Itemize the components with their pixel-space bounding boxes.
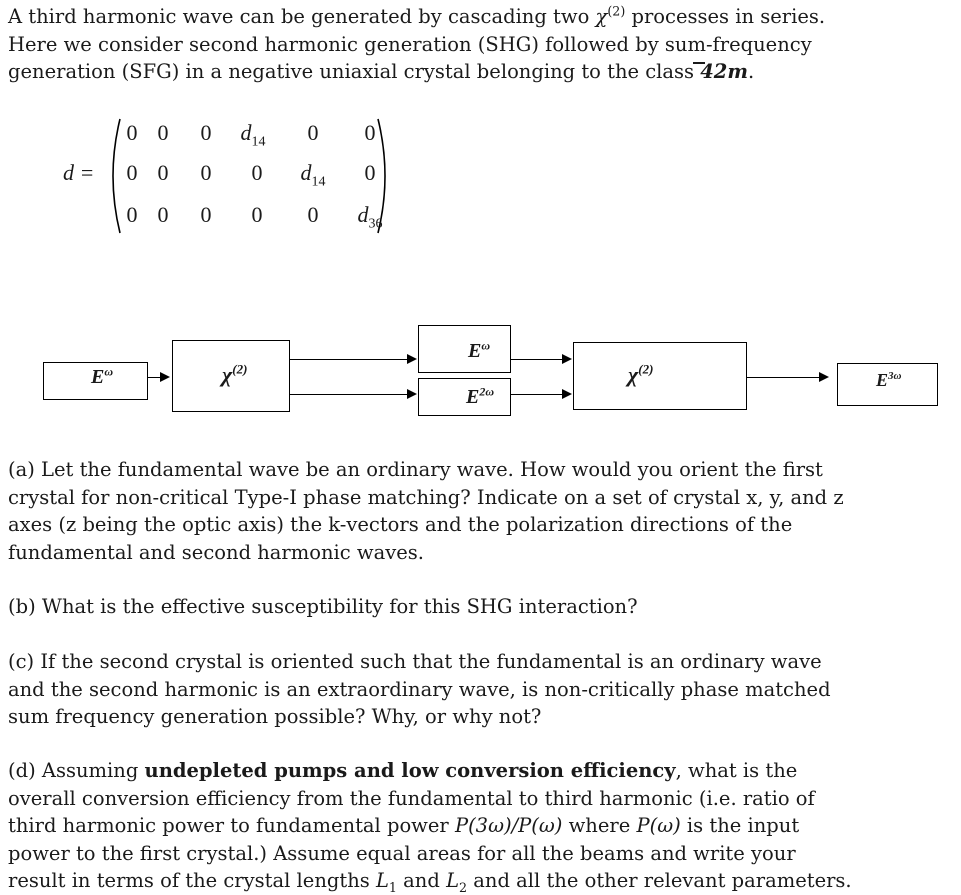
matrix-cell: 0 xyxy=(157,120,169,145)
matrix-cell: 0 xyxy=(364,160,376,185)
question-d-line-1: (d) Assuming undepleted pumps and low conversion efficiency, what is the xyxy=(8,759,798,782)
fundamental-field-label: $E^\omega$ xyxy=(468,338,491,362)
question-d xyxy=(8,757,852,895)
question-d-line-5: result in terms of the crystal lengths $L_1$ and $L_2$ and all the other relevant parameters. xyxy=(8,869,852,895)
question-b xyxy=(8,593,638,621)
chi2-crystal-1-label: $\chi^{(2)}$ xyxy=(222,361,248,387)
matrix-cell: 0 xyxy=(251,160,263,185)
question-c-line-2: and the second harmonic is an extraordinary wave, is non-critically phase matched xyxy=(8,677,831,701)
second-harmonic-field-label: $E^{2\omega}$ xyxy=(466,384,495,408)
chi-symbol: χ xyxy=(595,5,608,28)
question-d-line-4: power to the first crystal.) Assume equal areas for all the beams and write your xyxy=(8,841,796,865)
question-a-line-3: axes (z being the optic axis) the k-vectors and the polarization directions of the xyxy=(8,513,793,536)
input-field-label: $E^\omega$ xyxy=(91,364,114,388)
matrix-cell: 0 xyxy=(157,202,169,227)
arrow-chi1-to-ew xyxy=(290,359,415,360)
matrix-label: d = xyxy=(63,160,95,185)
question-c-line-3: sum frequency generation possible? Why, or why not? xyxy=(8,705,542,728)
crystal-class: 42m xyxy=(700,60,749,83)
matrix-cell: 0 xyxy=(364,120,376,145)
matrix-cell: 0 xyxy=(200,160,212,185)
intro-line-2: Here we consider second harmonic generation (SHG) followed by sum-frequency xyxy=(8,32,812,56)
second-harmonic-field-box xyxy=(418,378,511,416)
matrix-cell-d14: $d_{14}$ xyxy=(300,160,326,190)
arrow-chi1-to-e2w xyxy=(290,394,415,395)
matrix-cell: 0 xyxy=(157,160,169,185)
emphasis-undepleted-pumps: undepleted pumps and low conversion efficiency xyxy=(144,759,676,782)
matrix-cell: 0 xyxy=(307,202,319,227)
matrix-cell: 0 xyxy=(200,202,212,227)
matrix-cell: 0 xyxy=(251,202,263,227)
question-b-line-1: (b) What is the effective susceptibility for this SHG interaction? xyxy=(8,595,638,618)
intro-paragraph xyxy=(8,3,825,86)
question-a-line-4: fundamental and second harmonic waves. xyxy=(8,540,424,564)
matrix-cell: 0 xyxy=(307,120,319,145)
matrix-cell: 0 xyxy=(126,202,138,227)
intro-line-3: generation (SFG) in a negative uniaxial crystal belonging to the class 42m. xyxy=(8,60,755,83)
crystal-class-overbar xyxy=(693,62,705,64)
question-c-line-1: (c) If the second crystal is oriented such that the fundamental is an ordinary wave xyxy=(8,650,822,673)
matrix-cell-d14: $d_{14}$ xyxy=(240,120,266,150)
fundamental-field-box xyxy=(418,325,511,373)
matrix-cell-d36: $d_{36}$ xyxy=(357,202,383,232)
question-c xyxy=(8,648,831,731)
question-a-line-1: (a) Let the fundamental wave be an ordinary wave. How would you orient the first xyxy=(8,458,823,481)
chi2-crystal-2 xyxy=(573,342,747,410)
intro-line-1: A third harmonic wave can be generated by cascading two $\chi^{(2)}$ processes in series. xyxy=(8,3,826,28)
question-a xyxy=(8,456,844,566)
matrix-cell: 0 xyxy=(126,160,138,185)
arrow-ew-to-chi2 xyxy=(510,359,570,360)
arrow-input-to-chi1 xyxy=(148,377,168,378)
arrow-e2w-to-chi2 xyxy=(510,394,570,395)
matrix-cell: 0 xyxy=(126,120,138,145)
matrix-cell: 0 xyxy=(200,120,212,145)
question-a-line-2: crystal for non-critical Type-I phase matching? Indicate on a set of crystal x, y, and z xyxy=(8,485,844,509)
question-d-line-2: overall conversion efficiency from the fundamental to third harmonic (i.e. ratio of xyxy=(8,786,815,810)
output-field-label: $E^{3\omega}$ xyxy=(876,370,902,390)
chi2-crystal-2-label: $\chi^{(2)}$ xyxy=(628,361,654,387)
question-d-line-3: third harmonic power to fundamental power P(3ω)/P(ω) where P(ω) is the input xyxy=(8,814,800,837)
arrow-chi2-to-output xyxy=(747,377,827,378)
